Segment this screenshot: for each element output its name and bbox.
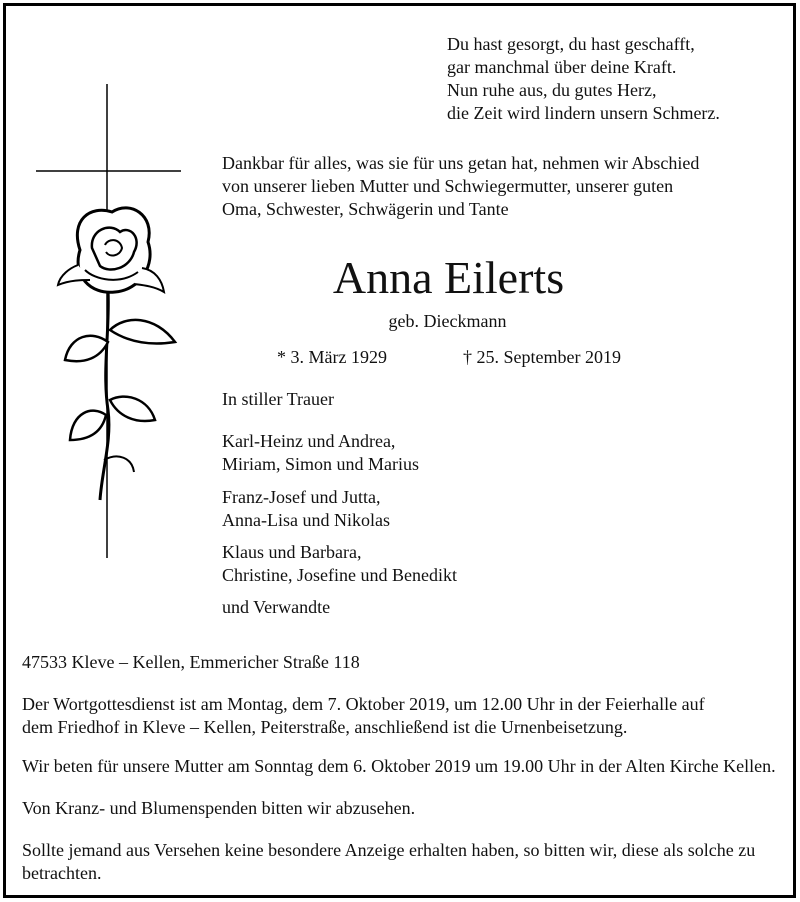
family-entry [222,541,457,587]
family-line: Anna-Lisa und Nikolas [222,510,390,530]
address: 47533 Kleve – Kellen, Emmericher Straße 118 [22,652,360,672]
service-line: Der Wortgottesdienst ist am Montag, dem 7. Oktober 2019, um 12.00 Uhr in der Feierhalle auf [22,694,705,714]
family-line: Karl-Heinz und Andrea, [222,431,396,451]
family-line: Christine, Josefine und Benedikt [222,565,457,585]
deceased-name: Anna Eilerts [332,252,565,303]
family-line: Miriam, Simon und Marius [222,454,419,474]
family-line: Klaus und Barbara, [222,542,362,562]
poem [447,33,720,125]
missing-notice [22,839,755,885]
service-notice [22,693,705,739]
flowers-notice: Von Kranz- und Blumenspenden bitten wir abzusehen. [22,798,416,818]
poem-line: Du hast gesorgt, du hast geschafft, [447,34,695,54]
family-entry [222,430,419,476]
death-date: † 25. September 2019 [463,347,621,367]
poem-line: gar manchmal über deine Kraft. [447,57,677,77]
service-line: dem Friedhof in Kleve – Kellen, Peiterstraße, anschließend ist die Urnenbeisetzung. [22,717,628,737]
poem-line: die Zeit wird lindern unsern Schmerz. [447,103,720,123]
birth-date: * 3. März 1929 [277,347,387,367]
family-entry [222,486,390,532]
notice-line: betrachten. [22,863,102,883]
family-line: Franz-Josef und Jutta, [222,487,381,507]
poem-line: Nun ruhe aus, du gutes Herz, [447,80,657,100]
mourners-heading: In stiller Trauer [222,389,334,409]
prayer-notice: Wir beten für unsere Mutter am Sonntag dem 6. Oktober 2019 um 19.00 Uhr in der Alten Kirche Kellen. [22,756,776,776]
notice-line: Sollte jemand aus Versehen keine besondere Anzeige erhalten haben, so bitten wir, diese als solche zu [22,840,756,860]
intro-line: Dankbar für alles, was sie für uns getan hat, nehmen wir Abschied [222,153,700,173]
relatives-line: und Verwandte [222,597,331,617]
intro-text [222,152,699,221]
birth-name: geb. Dieckmann [388,311,507,331]
intro-line: Oma, Schwester, Schwägerin und Tante [222,199,509,219]
intro-line: von unserer lieben Mutter und Schwiegermutter, unserer guten [222,176,674,196]
